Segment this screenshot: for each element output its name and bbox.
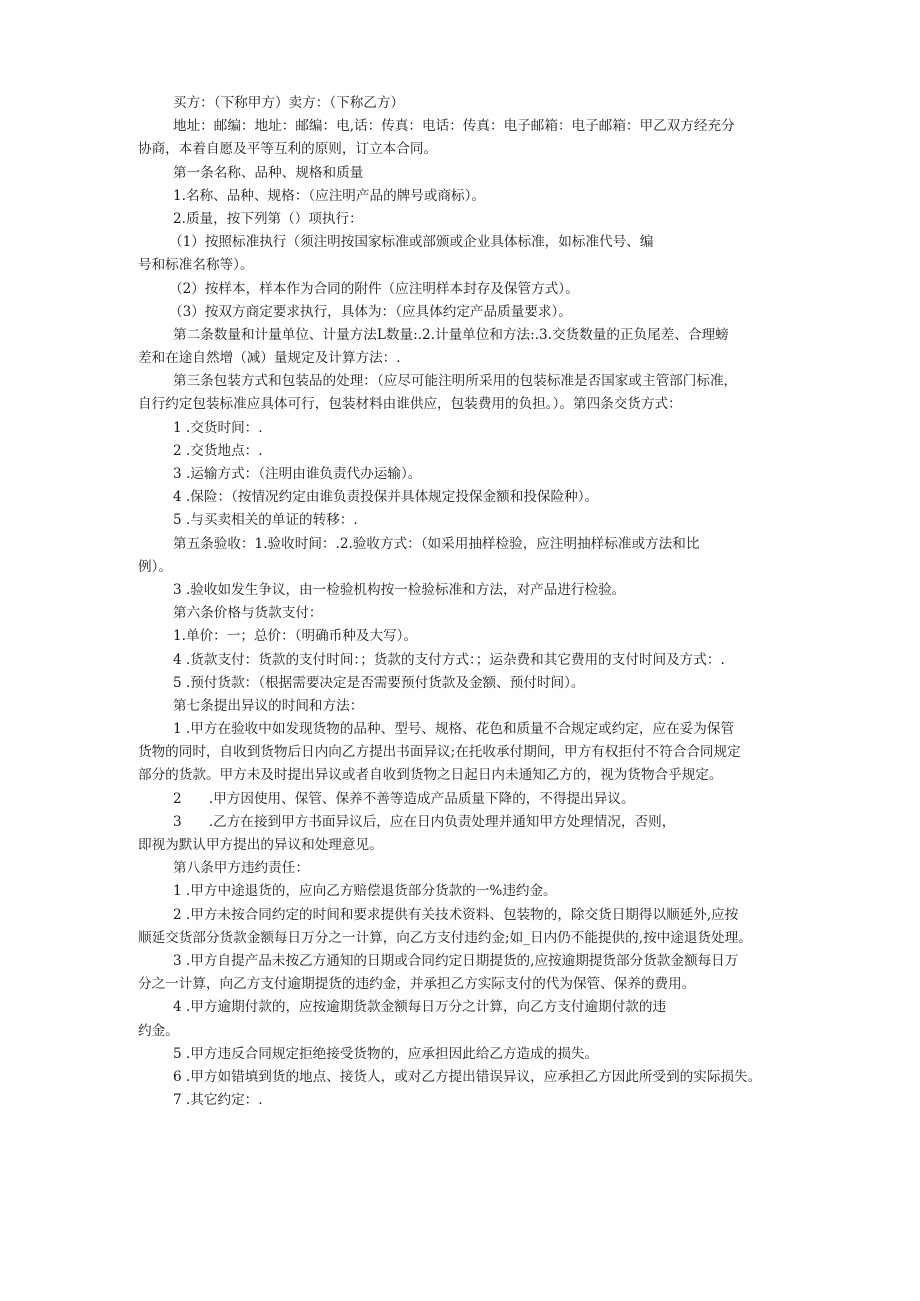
text-line: 第二条数量和计量单位、计量方法L数量:.2.计量单位和方法:.3.交货数量的正负尾差、合理螃 xyxy=(173,326,729,343)
text-line: 5 .与买卖相关的单证的转移：. xyxy=(173,512,358,529)
text-line: 差和在途自然增（减）量规定及计算方法：. xyxy=(138,350,401,367)
text-line: 第六条价格与货款支付： xyxy=(173,605,323,622)
contract-body xyxy=(138,92,818,1112)
text-line: 部分的货款。甲方未及时提出异议或者自收到货物之日起日内未通知乙方的，视为货物合乎规定。 xyxy=(138,767,723,784)
text-line: 1 .甲方中途退货的，应向乙方赔偿退货部分货款的一%违约金。 xyxy=(173,883,557,900)
text-line: 第三条包装方式和包装品的处理：（应尽可能注明所采用的包装标准是否国家或主管部门标准， xyxy=(173,373,738,390)
text-line: 1.名称、品种、规格：（应注明产品的牌号或商标）。 xyxy=(173,187,486,204)
text-line: 3 .验收如发生争议，由一检验机构按一检验标准和方法，对产品进行检验。 xyxy=(173,581,626,598)
text-line: 例）。 xyxy=(138,558,172,575)
text-line: 5 .预付货款：（根据需要决定是否需要预付货款及金额、预付时间）。 xyxy=(173,674,585,691)
text-line: 第八条甲方违约责任： xyxy=(173,860,309,877)
text-line: 协商，本着自愿及平等互利的原则，订立本合同。 xyxy=(138,141,438,158)
text-line: （3）按双方商定要求执行，具体为：（应具体约定产品质量要求）。 xyxy=(169,303,572,320)
text-line: 第五条验收：1.验收时间：.2.验收方式：（如采用抽样检验，应注明抽样标准或方法和比 xyxy=(173,535,700,552)
text-line: 号和标准名称等）。 xyxy=(138,257,254,274)
text-line: 第一条名称、品种、规格和质量 xyxy=(173,164,364,181)
text-line: 3 .乙方在接到甲方书面异议后，应在日内负责处理并通知甲方处理情况，否则， xyxy=(173,813,676,830)
text-line: 2 .甲方因使用、保管、保养不善等造成产品质量下降的，不得提出异议。 xyxy=(173,790,635,807)
text-line: 买方：（下称甲方）卖方：（下称乙方） xyxy=(173,95,405,111)
text-line: 自行约定包装标准应具体可行，包装材料由谁供应，包装费用的负担。）。第四条交货方式： xyxy=(138,396,682,413)
text-line: 1.单价：一；总价：（明确币种及大写）。 xyxy=(173,628,418,645)
text-line: 5 .甲方违反合同规定拒绝接受货物的，应承担因此给乙方造成的损失。 xyxy=(173,1045,599,1062)
text-line: （1）按照标准执行（须注明按国家标准或部颁或企业具体标准，如标准代号、编 xyxy=(169,234,654,251)
text-line: 4 .保险：（按情况约定由谁负责投保并具体规定投保金额和投保险种）。 xyxy=(173,489,599,506)
text-line: 2.质量，按下列第（）项执行： xyxy=(173,210,363,227)
text-line: 顺延交货部分货款金额每日万分之一计算，向乙方支付违约金;如_日内仍不能提供的,按中途退货处理。 xyxy=(138,929,752,946)
text-line: 1 .甲方在验收中如发现货物的品种、型号、规格、花色和质量不合规定或约定，应在妥为保管 xyxy=(173,721,735,738)
text-line: 货物的同时，自收到货物后日内向乙方提出书面异议;在托收承付期间，甲方有权拒付不符合合同规定 xyxy=(138,744,741,761)
text-line: 第七条提出异议的时间和方法： xyxy=(173,697,364,714)
text-line: 即视为默认甲方提出的异议和处理意见。 xyxy=(138,837,383,853)
text-line: 3 .甲方自提产品未按乙方通知的日期或合同约定日期提货的,应按逾期提货部分货款金额每日万 xyxy=(173,952,739,969)
text-line: 6 .甲方如错填到货的地点、接货人，或对乙方提出错误异议，应承担乙方因此所受到的实际损失。 xyxy=(173,1068,762,1085)
text-line: 7 .其它约定：. xyxy=(173,1092,263,1109)
text-line: 分之一计算，向乙方支付逾期提货的违约金，并承担乙方实际支付的代为保管、保养的费用。 xyxy=(138,976,696,993)
text-line: 2 .交货地点：. xyxy=(173,442,263,459)
text-line: （2）按样本，样本作为合同的附件（应注明样本封存及保管方式）。 xyxy=(169,280,579,297)
text-line: 1 .交货时间：. xyxy=(173,419,263,436)
text-line: 4 .甲方逾期付款的，应按逾期货款金额每日万分之计算，向乙方支付逾期付款的违 xyxy=(173,999,667,1016)
text-line: 4 .货款支付：货款的支付时间：；货款的支付方式：；运杂费和其它费用的支付时间及方式：. xyxy=(173,651,725,668)
text-line: 2 .甲方未按合同约定的时间和要求提供有关技术资料、包装物的，除交货日期得以顺延外,应按 xyxy=(173,906,739,923)
text-line: 3 .运输方式：（注明由谁负责代办运输）。 xyxy=(173,466,422,482)
text-line: 地址：邮编：地址：邮编：电,话：传真：电话：传真：电子邮箱：电子邮箱：甲乙双方经充分 xyxy=(173,118,735,135)
text-line: 约金。 xyxy=(138,1022,179,1039)
